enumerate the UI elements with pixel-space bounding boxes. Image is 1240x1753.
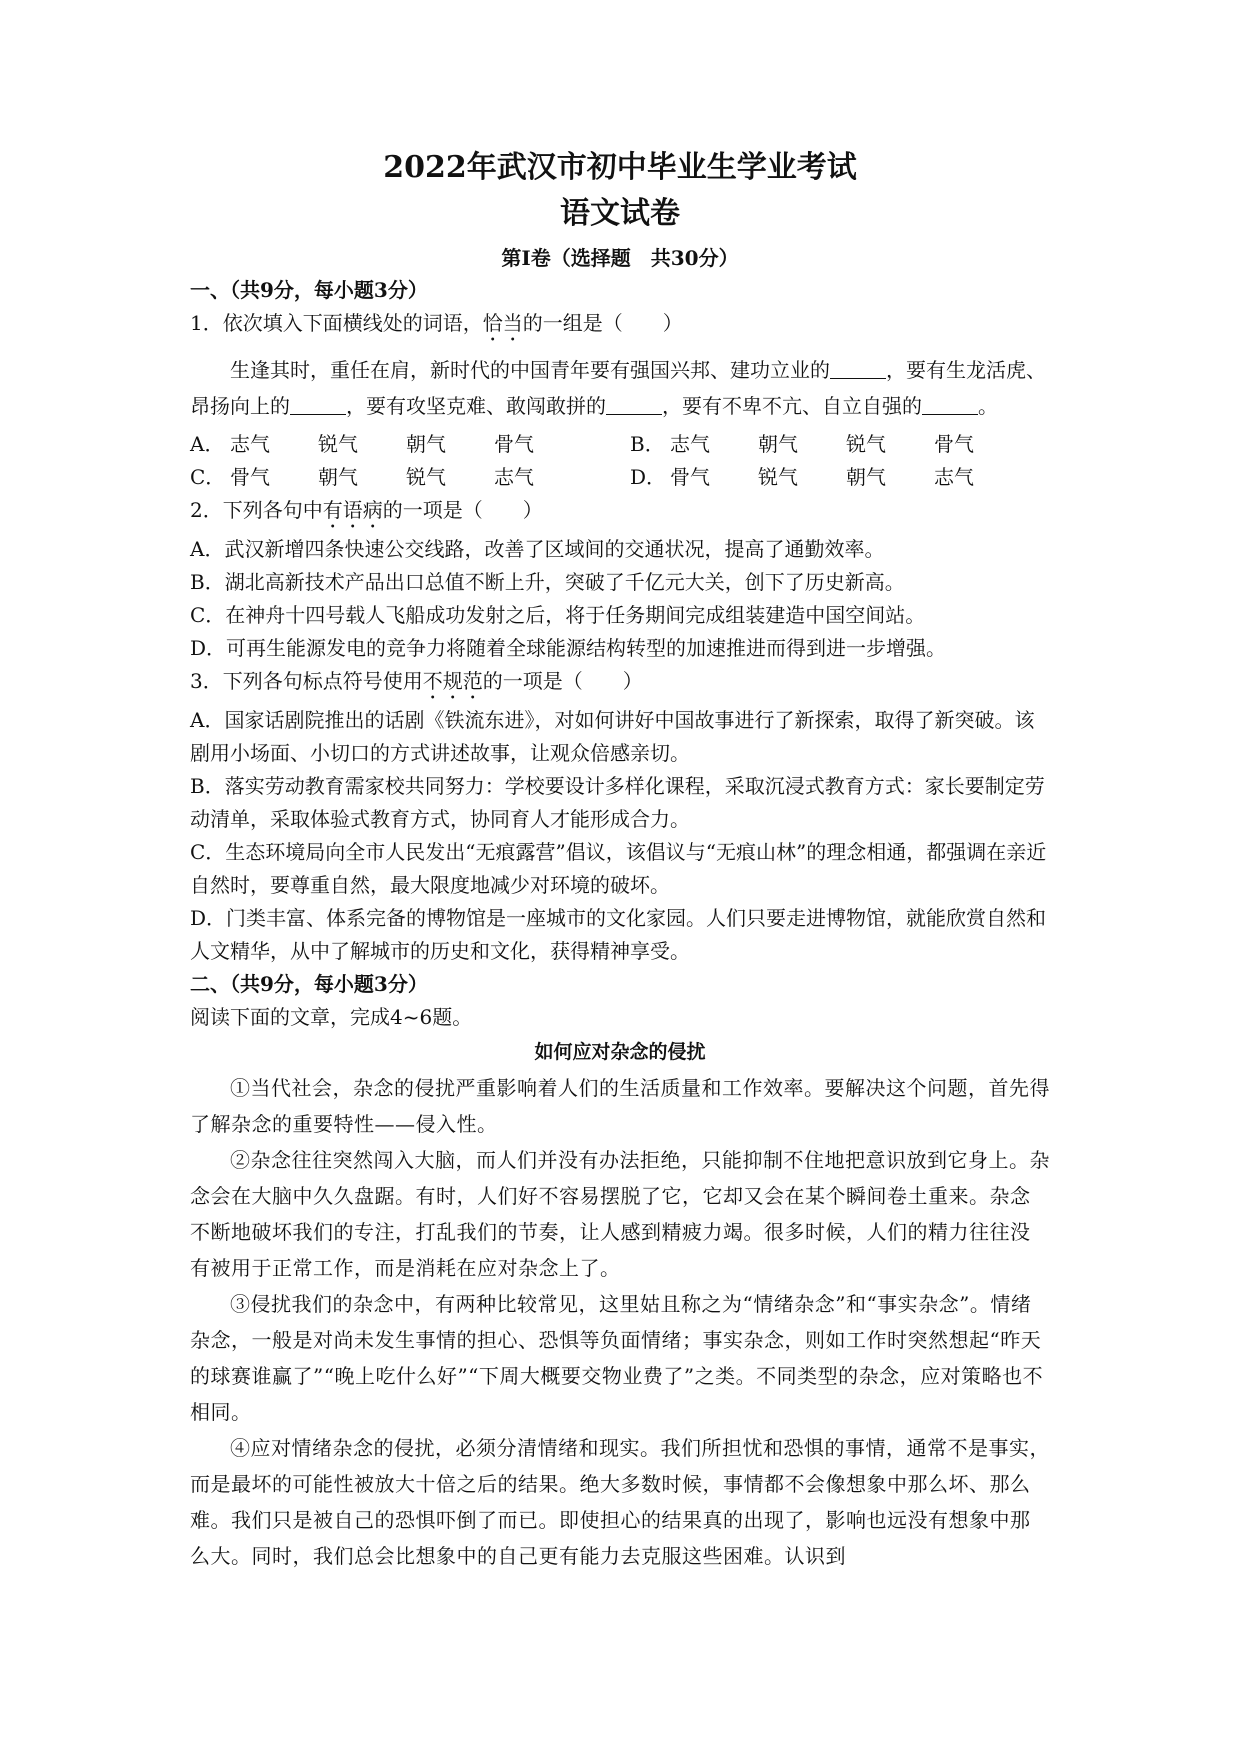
q1-option-b: B． 志气 朝气 锐气 骨气: [630, 432, 974, 456]
q3-option-a: A．国家话剧院推出的话剧《铁流东进》，对如何讲好中国故事进行了新探索，取得了新突破。该剧用小场面、小切口的方式讲述故事，让观众倍感亲切。: [190, 708, 1035, 765]
q2-option-d: D．可再生能源发电的竞争力将随着全球能源结构转型的加速推进而得到进一步增强。: [190, 636, 947, 660]
part1-heading: 一、（共9分，每小题3分）: [190, 278, 428, 302]
fill-blank: [830, 358, 886, 379]
q2-stem: 2．下列各句中有语病的一项是（ ）: [190, 498, 543, 522]
volume-heading: 第Ⅰ卷（选择题 共30分）: [501, 246, 739, 270]
part2-heading: 二、（共9分，每小题3分）: [190, 972, 428, 996]
q1-passage: 生逢其时，重任在肩，新时代的中国青年要有强国兴邦、建功立业的 ，要有生龙活虎、昂扬向上的 ，要有攻坚克难、敢闯敢拼的 ，要有不卑不亢、自立自强的 。: [190, 358, 1046, 418]
q2-option-c: C．在神舟十四号载人飞船成功发射之后，将于任务期间完成组装建造中国空间站。: [190, 603, 926, 627]
article-paragraph-4: ④应对情绪杂念的侵扰，必须分清情绪和现实。我们所担忧和恐惧的事情，通常不是事实，而是最坏的可能性被放大十倍之后的结果。绝大多数时候，事情都不会像想象中那么坏、那么难。我们只是被自己的恐惧吓倒了而已。即使担心的结果真的出现了，影响也远没有想象中那么大。同时，我们总会比想象中的自己更有能力去克服这些困难。认识到: [190, 1436, 1050, 1568]
q1-emphasis: 恰当: [482, 311, 523, 335]
q3-stem: 3．下列各句标点符号使用不规范的一项是（ ）: [190, 669, 643, 693]
exam-subtitle: 语文试卷: [560, 196, 680, 231]
q2-option-a: A．武汉新增四条快速公交线路，改善了区域间的交通状况，提高了通勤效率。: [190, 537, 885, 561]
q1-option-a: A． 志气 锐气 朝气 骨气: [190, 432, 534, 456]
exam-title: 2022年武汉市初中毕业生学业考试: [383, 150, 857, 185]
part2-instruction: 阅读下面的文章，完成4~6题。: [190, 1005, 473, 1029]
fill-blank: [290, 394, 346, 415]
fill-blank: [606, 394, 662, 415]
q2-emphasis: 有语病: [322, 498, 383, 522]
article-paragraph-3: ③侵扰我们的杂念中，有两种比较常见，这里姑且称之为“情绪杂念”和“事实杂念”。情绪杂念，一般是对尚未发生事情的担心、恐惧等负面情绪；事实杂念，则如工作时突然想起“昨天的球赛谁赢了”“晚上吃什么好”“下周大概要交物业费了”之类。不同类型的杂念，应对策略也不相同。: [190, 1292, 1044, 1424]
q2-option-b: B．湖北高新技术产品出口总值不断上升，突破了千亿元大关，创下了历史新高。: [190, 570, 905, 594]
fill-blank: [922, 394, 978, 415]
q3-option-c: C．生态环境局向全市人民发出“无痕露营”倡议，该倡议与“无痕山林”的理念相通，都强调在亲近自然时，要尊重自然，最大限度地减少对环境的破坏。: [190, 840, 1047, 897]
q3-emphasis: 不规范: [422, 669, 483, 693]
q3-option-b: B．落实劳动教育需家校共同努力：学校要设计多样化课程，采取沉浸式教育方式：家长要制定劳动清单，采取体验式教育方式，协同育人才能形成合力。: [190, 774, 1045, 831]
article-paragraph-1: ①当代社会，杂念的侵扰严重影响着人们的生活质量和工作效率。要解决这个问题，首先得了解杂念的重要特性——侵入性。: [190, 1076, 1050, 1136]
q1-option-d: D． 骨气 锐气 朝气 志气: [630, 465, 974, 489]
q1-options: [190, 428, 1050, 494]
article-paragraph-2: ②杂念往往突然闯入大脑，而人们并没有办法拒绝，只能抑制不住地把意识放到它身上。杂念会在大脑中久久盘踞。有时，人们好不容易摆脱了它，它却又会在某个瞬间卷土重来。杂念不断地破坏我们的专注，打乱我们的节奏，让人感到精疲力竭。很多时候，人们的精力往往没有被用于正常工作，而是消耗在应对杂念上了。: [190, 1148, 1050, 1280]
q1-option-c: C． 骨气 朝气 锐气 志气: [190, 465, 534, 489]
article-title: 如何应对杂念的侵扰: [534, 1041, 706, 1063]
q3-option-d: D．门类丰富、体系完备的博物馆是一座城市的文化家园。人们只要走进博物馆，就能欣赏自然和人文精华，从中了解城市的历史和文化，获得精神享受。: [190, 906, 1047, 963]
q1-stem: 1．依次填入下面横线处的词语，恰当的一组是（ ）: [190, 311, 683, 335]
